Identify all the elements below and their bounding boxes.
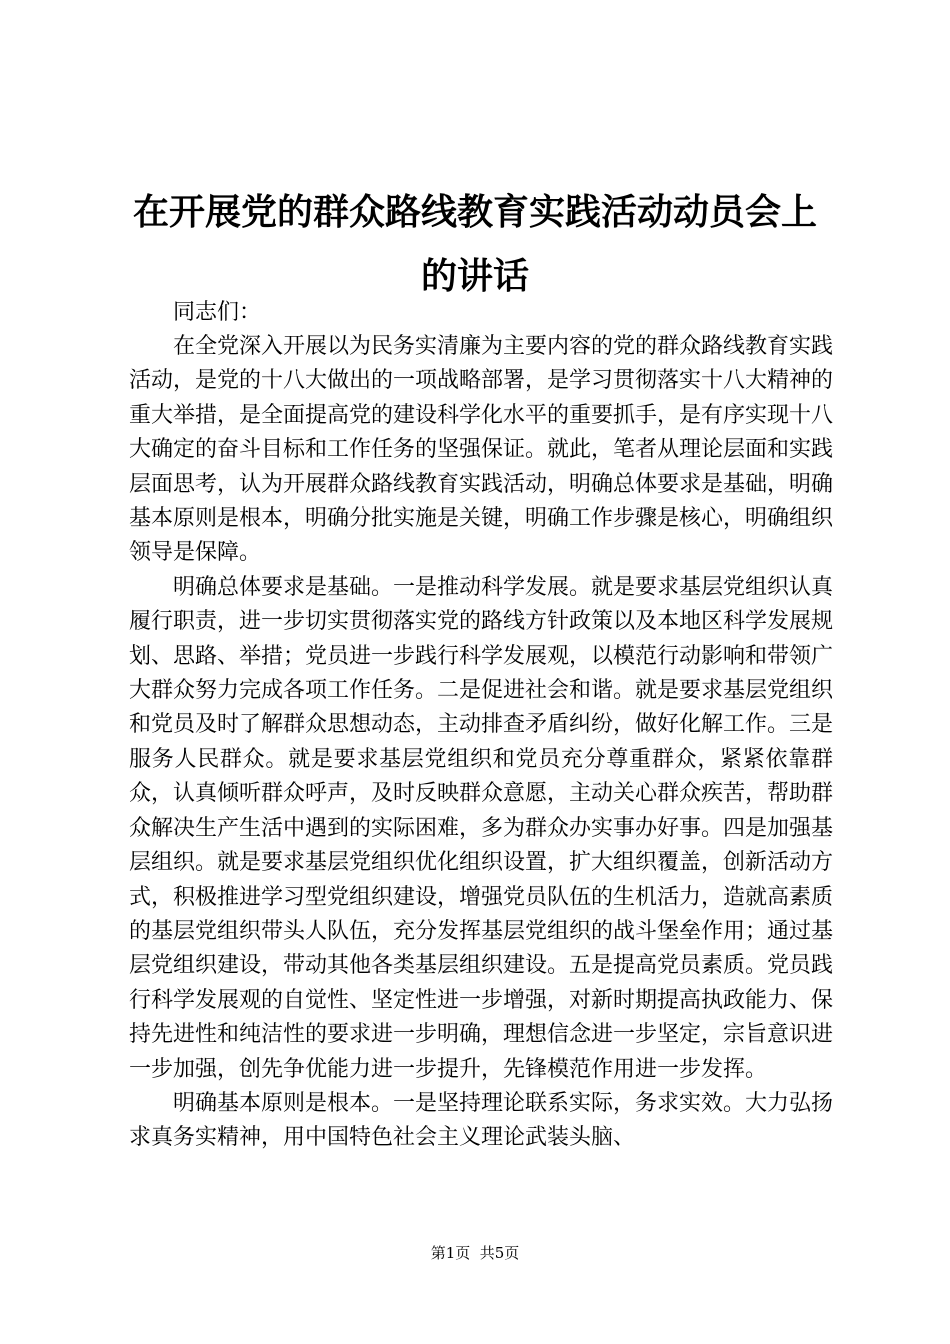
salutation: 同志们： <box>173 300 262 325</box>
page-number-label: 第1页 共5页 <box>430 1244 520 1262</box>
paragraph-overall-requirements: 明确总体要求是基础。一是推动科学发展。就是要求基层党组织认真履行职责，进一步切实贯彻落实党的路线方针政策以及本地区科学发展规划、思路、举措；党员进一步践行科学发展观，以模范行动影响和带领广大群众努力完成各项工作任务。二是促进社会和谐。就是要求基层党组织和党员及时了解群众思想动态，主动排查矛盾纠纷，做好化解工作。三是服务人民群众。就是要求基层党组织和党员充分尊重群众，紧紧依靠群众，认真倾听群众呼声，及时反映群众意愿，主动关心群众疾苦，帮助群众解决生产生活中遇到的实际困难，多为群众办实事办好事。四是加强基层组织。就是要求基层党组织优化组织设置，扩大组织覆盖，创新活动方式，积极推进学习型党组织建设，增强党员队伍的生机活力，造就高素质的基层党组织带头人队伍，充分发挥基层党组织的战斗堡垒作用；通过基层党组织建设，带动其他各类基层组织建设。五是提高党员素质。党员践行科学发展观的自觉性、坚定性进一步增强，对新时期提高执政能力、保持先进性和纯洁性的要求进一步明确，理想信念进一步坚定，宗旨意识进一步加强，创先争优能力进一步提升，先锋模范作用进一步发挥。 <box>129 574 834 1082</box>
page-footer <box>0 1243 950 1263</box>
paragraph-basic-principles: 明确基本原则是根本。一是坚持理论联系实际，务求实效。大力弘扬求真务实精神，用中国特色社会主义理论武装头脑、 <box>129 1090 834 1151</box>
document-title: 在开展党的群众路线教育实践活动动员会上的讲话 <box>132 191 817 297</box>
paragraph-intro: 在全党深入开展以为民务实清廉为主要内容的党的群众路线教育实践活动，是党的十八大做出的一项战略部署，是学习贯彻落实十八大精神的重大举措，是全面提高党的建设科学化水平的重要抓手，是有序实现十八大确定的奋斗目标和工作任务的坚强保证。就此，笔者从理论层面和实践层面思考，认为开展群众路线教育实践活动，明确总体要求是基础，明确基本原则是根本，明确分批实施是关键，明确工作步骤是核心，明确组织领导是保障。 <box>129 334 834 566</box>
document-body <box>129 296 833 1156</box>
